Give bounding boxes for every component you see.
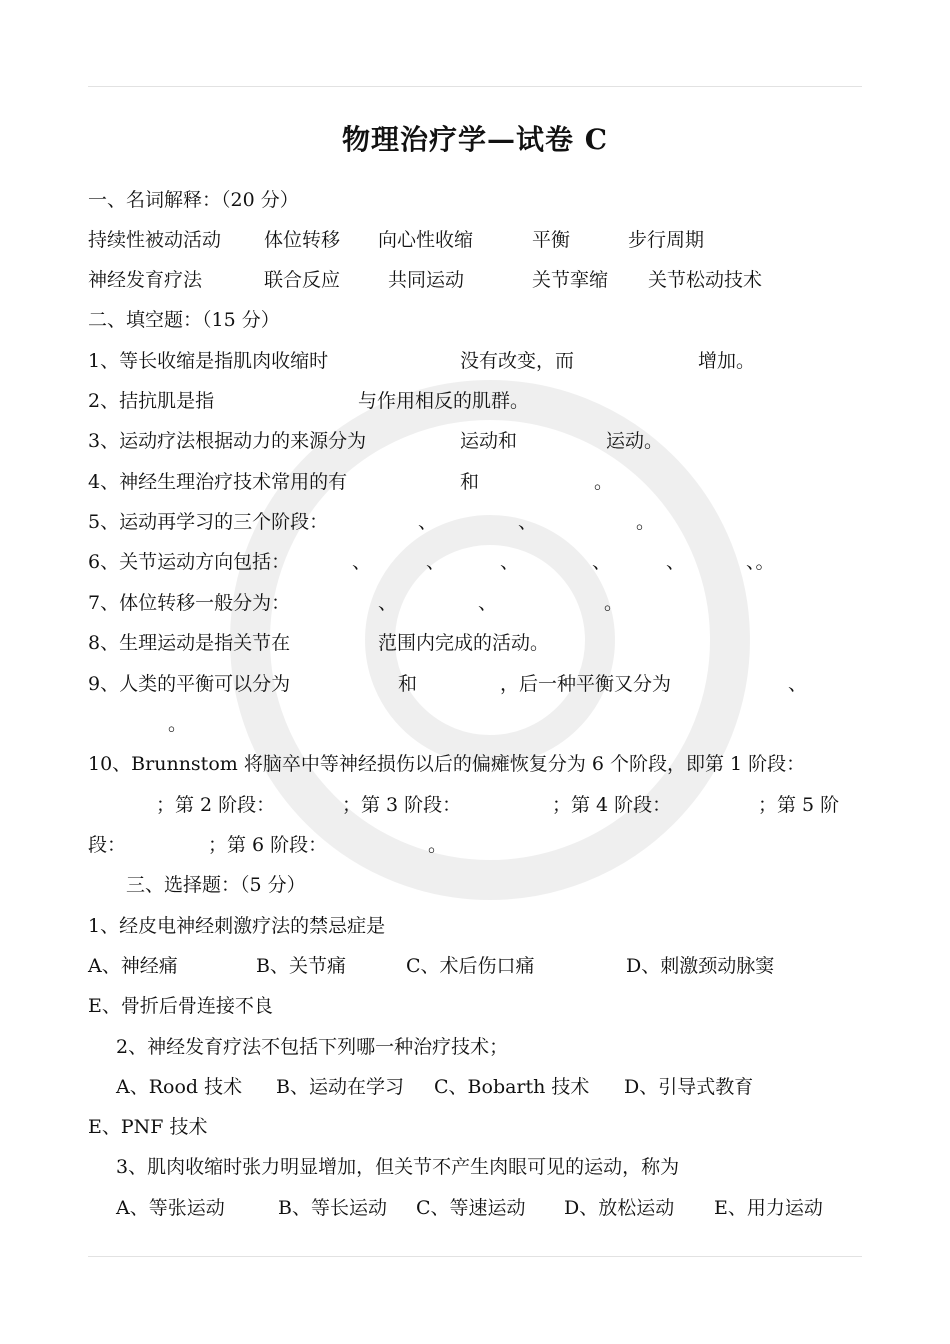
section-heading-1: 一、名词解释：（20 分） <box>88 189 299 211</box>
term: 共同运动 <box>388 269 465 291</box>
fill-q6-part: 6、关节运动方向包括： <box>88 551 291 573</box>
section-heading-2: 二、填空题：（15 分） <box>88 309 280 331</box>
fill-q10-part: 段： <box>88 834 127 856</box>
fill-q9-part: 、 <box>788 673 808 695</box>
fill-q9-part: ，后一种平衡又分为 <box>500 673 672 695</box>
fill-q9-part: 和 <box>398 673 418 695</box>
mc-option: E、骨折后骨连接不良 <box>88 995 273 1017</box>
term: 关节松动技术 <box>648 269 763 291</box>
term: 联合反应 <box>264 269 341 291</box>
fill-q2-part: 2、拮抗肌是指 <box>88 390 215 412</box>
mc-option: B、运动在学习 <box>276 1076 404 1098</box>
fill-q6-part: 、。 <box>746 551 775 573</box>
fill-q9-part: 9、人类的平衡可以分为 <box>88 673 291 695</box>
mc-option: E、PNF 技术 <box>88 1116 208 1138</box>
fill-q5-part: 、 <box>518 511 538 533</box>
fill-q3-part: 3、运动疗法根据动力的来源分为 <box>88 430 367 452</box>
mc-question-3: 3、肌肉收缩时张力明显增加，但关节不产生肉眼可见的运动，称为 <box>116 1156 680 1178</box>
mc-question-1: 1、经皮电神经刺激疗法的禁忌症是 <box>88 915 386 937</box>
fill-q10-part: ；第 3 阶段： <box>342 794 462 816</box>
fill-q9-part: 。 <box>168 713 188 735</box>
mc-option: D、刺激颈动脉窦 <box>626 955 775 977</box>
mc-option: C、术后伤口痛 <box>406 955 535 977</box>
footer-rule <box>88 1256 862 1257</box>
fill-q4-part: 和 <box>460 471 480 493</box>
fill-q2-part: 与作用相反的肌群。 <box>358 390 530 412</box>
fill-q8-part: 8、生理运动是指关节在 <box>88 632 291 654</box>
fill-q10-part: ；第 2 阶段： <box>156 794 276 816</box>
fill-q3-part: 运动。 <box>606 430 664 452</box>
fill-q8-part: 范围内完成的活动。 <box>378 632 550 654</box>
page-title: 物理治疗学—试卷 C <box>341 123 609 156</box>
fill-q4-part: 。 <box>594 471 614 493</box>
mc-option: E、用力运动 <box>714 1197 823 1219</box>
fill-q10-part: ；第 5 阶 <box>758 794 840 816</box>
term: 持续性被动活动 <box>88 229 222 251</box>
mc-option: D、放松运动 <box>564 1197 675 1219</box>
fill-q10-part: ；第 6 阶段： <box>208 834 328 856</box>
fill-q10-part: 10、Brunnstom 将脑卒中等神经损伤以后的偏瘫恢复分为 6 个阶段，即第 1 阶段： <box>88 753 806 775</box>
mc-option: D、引导式教育 <box>624 1076 754 1098</box>
mc-option: A、神经痛 <box>88 955 178 977</box>
mc-question-2: 2、神经发育疗法不包括下列哪一种治疗技术； <box>116 1036 509 1058</box>
fill-q3-part: 运动和 <box>460 430 518 452</box>
term: 向心性收缩 <box>378 229 474 251</box>
mc-option: B、等长运动 <box>278 1197 387 1219</box>
term: 神经发育疗法 <box>88 269 203 291</box>
mc-option: A、等张运动 <box>116 1197 225 1219</box>
fill-q10-part: ；第 4 阶段： <box>552 794 672 816</box>
mc-option: A、Rood 技术 <box>116 1076 243 1098</box>
fill-q5-part: 。 <box>636 511 656 533</box>
fill-q1-part: 增加。 <box>698 350 756 372</box>
fill-q4-part: 4、神经生理治疗技术常用的有 <box>88 471 348 493</box>
fill-q1-part: 1、等长收缩是指肌肉收缩时 <box>88 350 329 372</box>
fill-q7-part: 、 <box>478 592 498 614</box>
section-heading-3: 三、选择题：（5 分） <box>126 874 306 896</box>
fill-q6-part: 、 <box>666 551 686 573</box>
fill-q6-part: 、 <box>426 551 446 573</box>
fill-q7-part: 、 <box>378 592 398 614</box>
fill-q6-part: 、 <box>352 551 372 573</box>
term: 体位转移 <box>264 229 341 251</box>
fill-q7-part: 。 <box>604 592 624 614</box>
fill-q6-part: 、 <box>592 551 612 573</box>
fill-q6-part: 、 <box>500 551 520 573</box>
term: 关节挛缩 <box>532 269 609 291</box>
term: 步行周期 <box>628 229 705 251</box>
fill-q1-part: 没有改变，而 <box>460 350 575 372</box>
fill-q10-part: 。 <box>428 834 448 856</box>
fill-q7-part: 7、体位转移一般分为： <box>88 592 291 614</box>
term: 平衡 <box>532 229 571 251</box>
mc-option: C、Bobarth 技术 <box>434 1076 590 1098</box>
header-rule <box>88 86 862 87</box>
mc-option: B、关节痛 <box>256 955 346 977</box>
fill-q5-part: 5、运动再学习的三个阶段： <box>88 511 329 533</box>
fill-q5-part: 、 <box>418 511 438 533</box>
mc-option: C、等速运动 <box>416 1197 526 1219</box>
